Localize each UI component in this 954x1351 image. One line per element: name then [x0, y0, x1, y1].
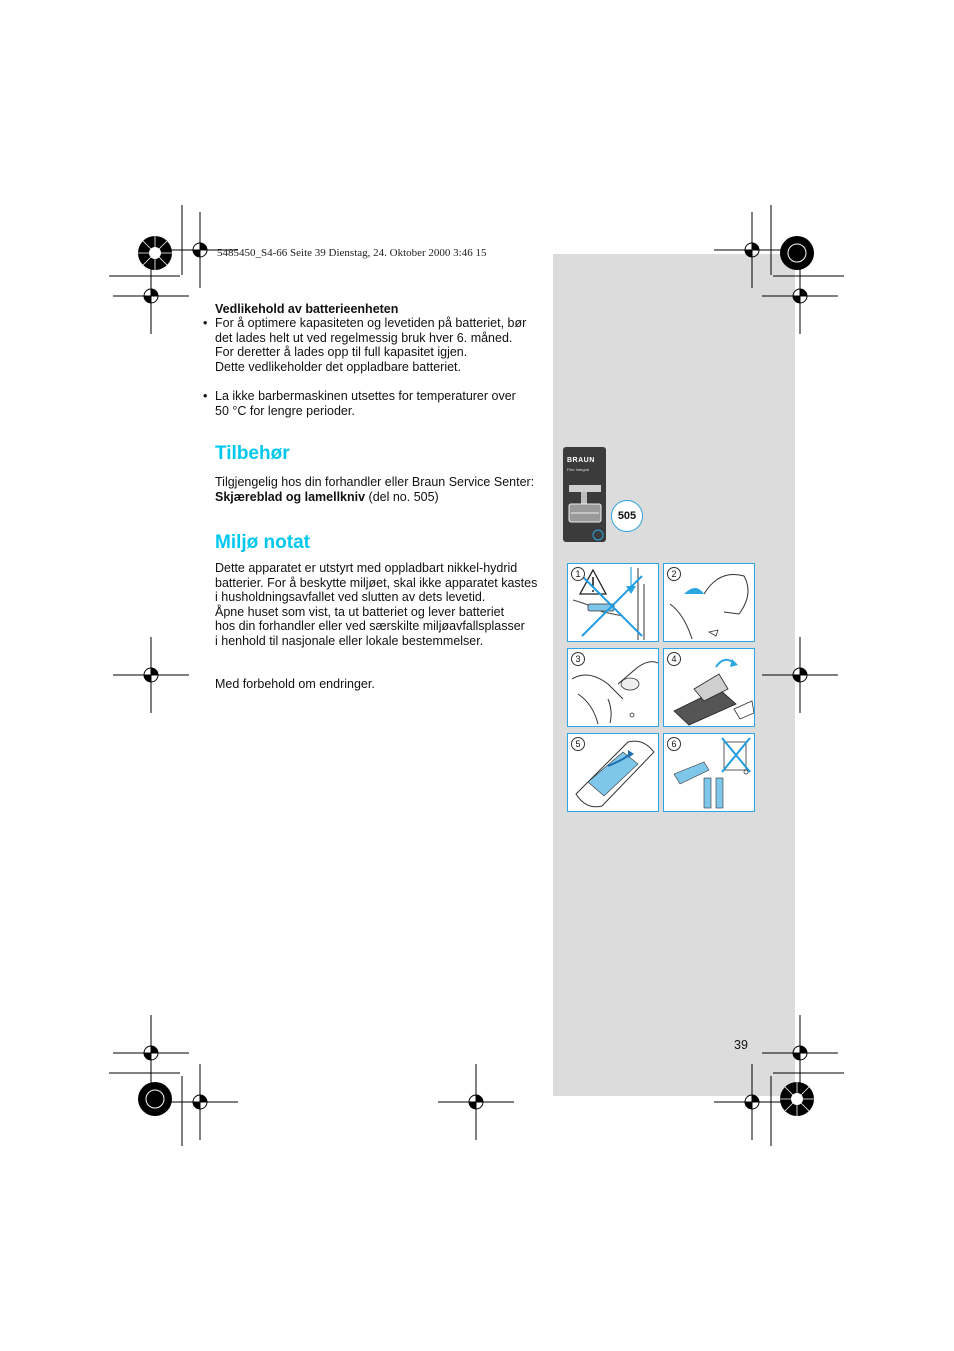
product-pack-image	[563, 447, 606, 542]
step-number: 1	[571, 567, 585, 581]
part-number-badge: 505	[611, 500, 643, 532]
line: La ikke barbermaskinen utsettes for temperaturer over	[215, 388, 516, 403]
accessories-text	[215, 475, 545, 504]
line: i husholdningsavfallet ved slutten av dets levetid.	[215, 590, 486, 605]
print-slug: 5485450_S4-66 Seite 39 Dienstag, 24. Oktober 2000 3:46 15	[217, 247, 487, 259]
environment-text	[215, 561, 545, 649]
battery-care-list	[203, 316, 543, 418]
list-item	[203, 316, 543, 374]
line: For deretter å lades opp til full kapasitet igjen.	[215, 345, 468, 360]
line: Åpne huset som vist, ta ut batteriet og lever batteriet	[215, 604, 505, 619]
step-number: 2	[667, 567, 681, 581]
part-ref: (del no. 505)	[365, 489, 439, 504]
battery-care-heading: Vedlikehold av batterieenheten	[215, 302, 399, 316]
step-panel-6	[663, 733, 755, 812]
part-name: Skjæreblad og lamellkniv	[215, 489, 366, 504]
list-item	[203, 389, 543, 418]
step-panel-1	[567, 563, 659, 642]
pack-brand: BRAUN	[567, 457, 595, 464]
step-number: 3	[571, 652, 585, 666]
line: hos din forhandler eller ved særskilte miljøavfallsplasser	[215, 619, 525, 634]
line: batterier. For å beskytte miljøet, skal ikke apparatet kastes	[215, 575, 538, 590]
step-number: 6	[667, 737, 681, 751]
line: For å optimere kapasiteten og levetiden på batteriet, bør	[215, 316, 527, 330]
disclaimer: Med forbehold om endringer.	[215, 677, 375, 691]
line: i henhold til nasjonale eller lokale bestemmelser.	[215, 633, 484, 648]
step-panel-5	[567, 733, 659, 812]
accessories-title: Tilbehør	[215, 443, 290, 464]
step-number: 4	[667, 652, 681, 666]
line: 50 °C for lengre perioder.	[215, 403, 355, 418]
step-panel-4	[663, 648, 755, 727]
step-panel-3	[567, 648, 659, 727]
bullet: •	[203, 388, 208, 403]
line: Dette vedlikeholder det oppladbare batteriet.	[215, 359, 461, 374]
step-panel-2	[663, 563, 755, 642]
line: det lades helt ut ved regelmessig bruk hver 6. måned.	[215, 330, 513, 345]
environment-title: Miljø notat	[215, 532, 310, 553]
line: Dette apparatet er utstyrt med oppladbart nikkel-hydrid	[215, 561, 518, 575]
line: Tilgjengelig hos din forhandler eller Braun Service Senter:	[215, 475, 535, 489]
line	[215, 490, 545, 505]
step-number: 5	[571, 737, 585, 751]
pack-subtitle: Flex Integral	[567, 467, 590, 472]
page-number: 39	[734, 1038, 748, 1052]
bullet: •	[203, 316, 208, 330]
